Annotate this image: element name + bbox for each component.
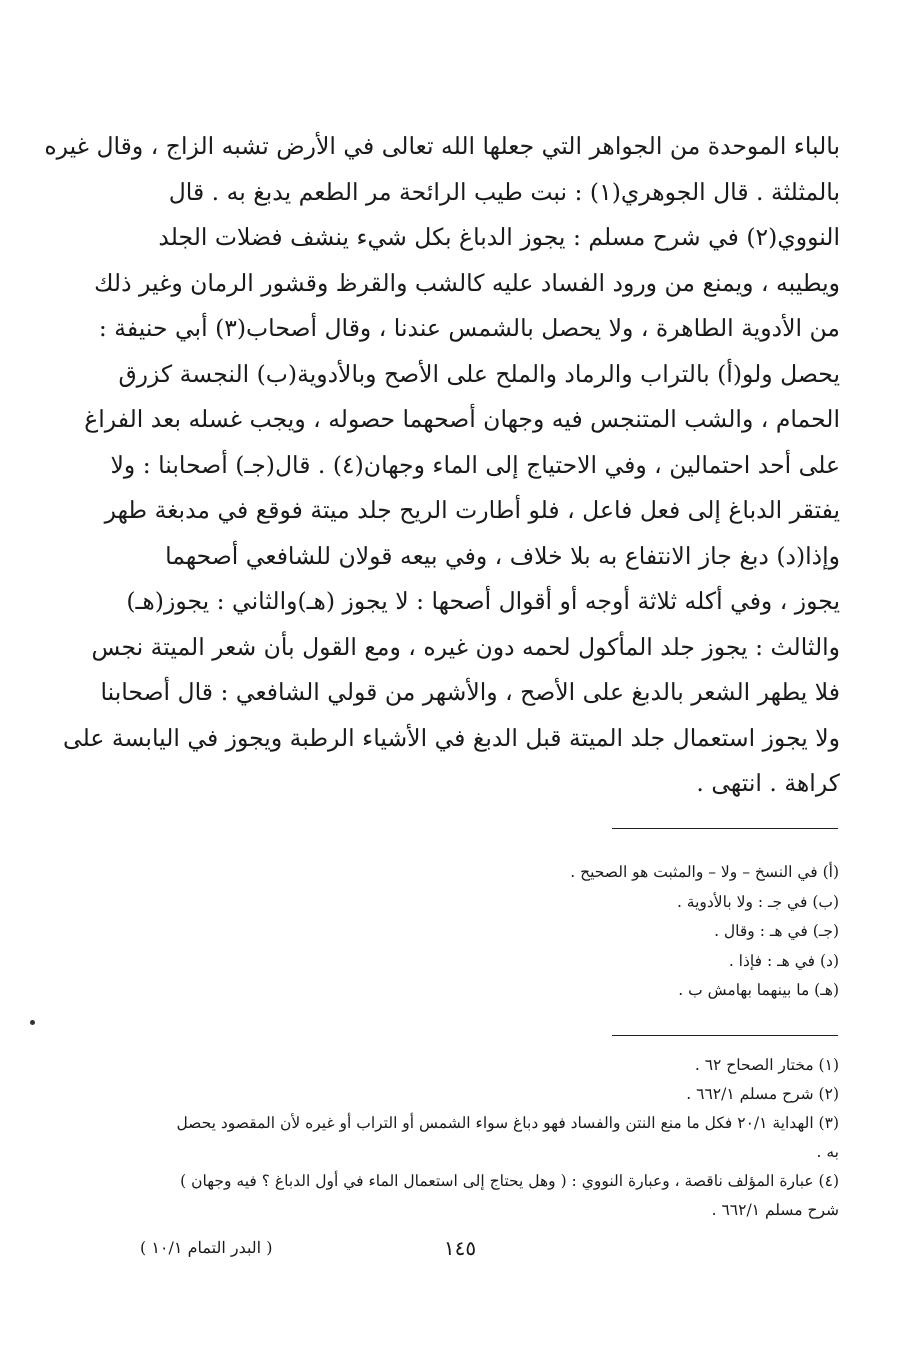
source-note: شرح مسلم ٦٦٢/١ . xyxy=(711,1201,839,1219)
text-line: ولا يجوز استعمال جلد الميتة قبل الدبغ في الأشياء الرطبة ويجوز في اليابسة على xyxy=(62,723,840,752)
text-line: فلا يطهر الشعر بالدبغ على الأصح ، والأشهر من قولي الشافعي : قال أصحابنا xyxy=(100,678,840,706)
text-line: بالباء الموحدة من الجواهر التي جعلها الله تعالى في الأرض تشبه الزاج ، وقال غيره xyxy=(44,132,840,160)
variant-notes xyxy=(119,858,839,1006)
source-note: (٤) عبارة المؤلف ناقصة ، وعبارة النووي : ( وهل يحتاج إلى استعمال الماء في أول الدباغ ؟ فيه وجهان ) xyxy=(180,1172,839,1190)
text-line: والثالث : يجوز جلد المأكول لحمه دون غيره ، ومع القول بأن شعر الميتة نجس xyxy=(91,632,840,661)
variant-note: (ب) في جـ : ولا بالأدوية . xyxy=(676,892,839,911)
source-note: (٢) شرح مسلم ٦٦٢/١ . xyxy=(686,1085,839,1103)
text-line: يفتقر الدباغ إلى فعل فاعل ، فلو أطارت الريح جلد ميتة فوقع في مدبغة طهر xyxy=(104,496,840,524)
text-line: من الأدوية الطاهرة ، ولا يحصل بالشمس عندنا ، وقال أصحاب(٣) أبي حنيفة : xyxy=(98,314,840,342)
text-line: بالمثلثة . قال الجوهري(١) : نبت طيب الرائحة مر الطعم يدبغ به . قال xyxy=(168,177,840,206)
text-line: ويطيبه ، ويمنع من ورود الفساد عليه كالشب والقرظ وقشور الرمان وغير ذلك xyxy=(94,268,840,297)
text-line: الحمام ، والشب المتنجس فيه وجهان أصحهما حصوله ، ويجب غسله بعد الفراغ xyxy=(84,405,840,433)
source-note: (١) مختار الصحاح ٦٢ . xyxy=(694,1056,839,1074)
text-line: يحصل ولو(أ) بالتراب والرماد والملح على الأصح وبالأدوية(ب) النجسة كزرق xyxy=(118,359,840,388)
variant-note: (د) في هـ : فإذا . xyxy=(728,951,839,970)
variant-note: (أ) في النسخ – ولا – والمثبت هو الصحيح . xyxy=(570,863,839,881)
text-line: يجوز ، وفي أكله ثلاثة أوجه أو أقوال أصحها : لا يجوز (هـ)والثاني : يجوز(هـ) xyxy=(126,587,840,615)
source-notes-divider xyxy=(612,1035,838,1036)
text-line: وإذا(د) دبغ جاز الانتفاع به بلا خلاف ، وفي بيعه قولان للشافعي أصحهما xyxy=(165,541,840,570)
source-notes xyxy=(119,1051,839,1225)
variant-note: (هـ) ما بينهما بهامش ب . xyxy=(678,981,839,999)
running-title: ( البدر التمام ١٠/١ ) xyxy=(140,1238,273,1257)
source-note: به . xyxy=(816,1143,839,1161)
text-line: كراهة . انتهى . xyxy=(696,769,840,797)
text-line: على أحد احتمالين ، وفي الاحتياج إلى الماء وجهان(٤) . قال(جـ) أصحابنا : ولا xyxy=(110,450,840,479)
variant-note: (جـ) في هـ : وقال . xyxy=(714,922,839,940)
page-number: ١٤٥ xyxy=(443,1236,477,1260)
scan-speck xyxy=(30,1020,35,1025)
source-note: (٣) الهداية ٢٠/١ فكل ما منع النتن والفساد فهو دباغ سواء الشمس أو التراب أو غيره لأن المقصود يحصل xyxy=(176,1114,839,1132)
main-text-block xyxy=(44,124,840,807)
text-line: النووي(٢) في شرح مسلم : يجوز الدباغ بكل شيء ينشف فضلات الجلد xyxy=(158,223,840,251)
variant-notes-divider xyxy=(612,828,838,829)
